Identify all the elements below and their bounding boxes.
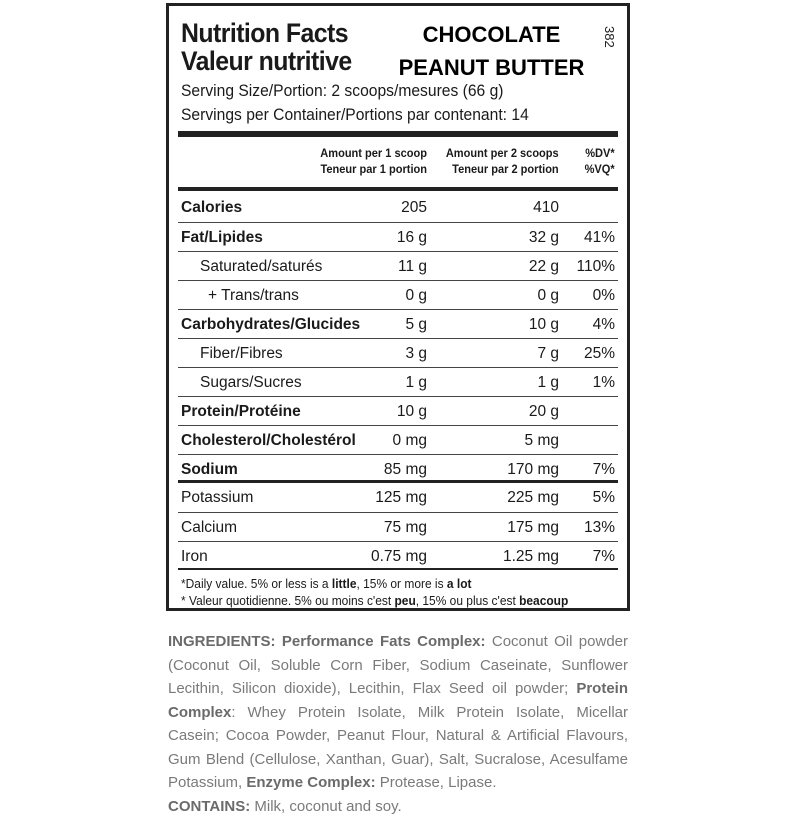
ingredients-heading: INGREDIENTS: <box>168 633 276 650</box>
amount-2-scoops: 170 mg <box>507 461 559 478</box>
footnote-emphasis: peu <box>394 593 416 608</box>
nutrient-name: Calories <box>181 199 243 216</box>
nutrient-name: Fiber/Fibres <box>200 345 283 362</box>
daily-value: 1% <box>592 374 615 391</box>
amount-1-scoop: 0.75 mg <box>370 548 427 565</box>
amount-1-scoop: 11 g <box>397 258 427 275</box>
daily-value: 4% <box>592 316 615 333</box>
amount-2-scoops: 175 mg <box>507 519 559 536</box>
amount-2-scoops: 0 g <box>537 287 559 304</box>
amount-1-scoop: 85 mg <box>383 461 427 478</box>
amount-1-scoop: 1 g <box>405 374 427 391</box>
amount-2-scoops: 225 mg <box>507 489 559 506</box>
nutrient-name: Carbohydrates/Glucides <box>181 316 361 333</box>
daily-value: 5% <box>592 489 615 506</box>
nutrient-row-iron <box>178 541 618 571</box>
nutrient-name: Sodium <box>181 461 238 478</box>
footnote-text: * Valeur quotidienne. 5% ou moins c'est <box>181 593 395 608</box>
nutrient-row-cholesterol <box>178 425 618 455</box>
header-col3-fr: %VQ* <box>584 162 615 176</box>
contains-label: CONTAINS: <box>168 797 251 815</box>
nutrient-name: Potassium <box>181 489 254 506</box>
nutrient-row-calories <box>178 193 618 222</box>
enzyme-complex-label: Enzyme Complex: <box>246 774 376 791</box>
title-english: Nutrition Facts <box>181 18 348 48</box>
header-col1-fr: Teneur par 1 portion <box>320 162 427 176</box>
daily-value: 7% <box>592 548 615 565</box>
amount-2-scoops: 32 g <box>528 229 559 246</box>
nutrition-facts-label <box>166 3 630 611</box>
amount-1-scoop: 125 mg <box>375 489 427 506</box>
amount-2-scoops: 22 g <box>528 258 559 275</box>
footnote-text: , 15% or more is <box>356 576 447 591</box>
footnote-emphasis: beacoup <box>519 593 569 608</box>
amount-2-scoops: 410 <box>533 199 559 216</box>
enzyme-complex-text: Protease, Lipase. <box>375 774 497 791</box>
header-daily-value <box>585 145 615 177</box>
daily-value: 41% <box>583 229 615 246</box>
nutrient-row-fat <box>178 222 618 252</box>
header-col2-en: Amount per 2 scoops <box>446 146 559 160</box>
daily-value: 13% <box>583 519 615 536</box>
daily-value: 7% <box>592 461 615 478</box>
flavor-line-2: PEANUT BUTTER <box>398 55 585 80</box>
header-per-1-scoop <box>320 145 427 177</box>
nutrient-name: Cholesterol/Cholestérol <box>181 432 356 449</box>
nutrient-name: + Trans/trans <box>208 287 299 304</box>
title-french: Valeur nutritive <box>181 46 352 76</box>
header-per-2-scoops <box>446 145 559 177</box>
thick-divider <box>178 568 618 570</box>
flavor-line-1: CHOCOLATE <box>422 22 561 47</box>
nutrient-name: Sugars/Sucres <box>200 374 302 391</box>
amount-2-scoops: 1.25 mg <box>502 548 559 565</box>
amount-1-scoop: 0 mg <box>392 432 427 449</box>
header-col1-en: Amount per 1 scoop <box>320 146 427 160</box>
amount-2-scoops: 5 mg <box>524 432 559 449</box>
nutrient-row-protein <box>178 396 618 426</box>
amount-1-scoop: 5 g <box>405 316 427 333</box>
nutrient-name: Saturated/saturés <box>200 258 323 275</box>
amount-1-scoop: 16 g <box>396 229 427 246</box>
amount-1-scoop: 205 <box>401 199 427 216</box>
lot-code: 382 <box>602 26 617 48</box>
amount-2-scoops: 1 g <box>537 374 559 391</box>
footnote-text: *Daily value. 5% or less is a <box>181 576 332 591</box>
ingredients-block <box>168 630 628 818</box>
amount-2-scoops: 7 g <box>537 345 559 362</box>
fats-complex-text: Coconut Oil powder (Coconut Oil, Soluble Corn Fiber, Sodium Caseinate, Sunflower Lecithin, Silicon dioxide), Lecithin, Flax Seed oil powder; <box>168 633 629 697</box>
nutrient-row-potassium <box>178 483 618 512</box>
header-col2-fr: Teneur par 2 portion <box>452 162 559 176</box>
nutrient-row-sugars <box>178 367 618 397</box>
daily-value: 0% <box>592 287 615 304</box>
amount-1-scoop: 0 g <box>405 287 427 304</box>
daily-value: 25% <box>583 345 615 362</box>
header-col3-en: %DV* <box>585 146 615 160</box>
nutrient-row-trans <box>178 280 618 310</box>
thick-divider <box>178 187 618 191</box>
nutrient-row-saturated <box>178 251 618 281</box>
amount-1-scoop: 3 g <box>405 345 427 362</box>
fats-complex-label: Performance Fats Complex: <box>281 633 486 650</box>
flavor-name <box>379 18 604 84</box>
nutrient-name: Calcium <box>181 519 237 536</box>
footnote-emphasis: a lot <box>446 576 472 591</box>
serving-size: Serving Size/Portion: 2 scoops/mesures (66 g) <box>181 81 504 100</box>
footnote-english <box>181 576 471 591</box>
nutrient-row-fiber <box>178 338 618 368</box>
thick-divider <box>178 131 618 137</box>
footnote-french <box>181 593 568 608</box>
protein-complex-text: : Whey Protein Isolate, Milk Protein Isolate, Micellar Casein; Cocoa Powder, Peanut Flour, Natural & Artificial Flavours, Gum Blend (Cellulose, Xanthan, Guar), Salt, Sucralose, Acesulfame Potassium, <box>168 703 628 791</box>
amount-2-scoops: 20 g <box>528 403 559 420</box>
protein-complex-label: Protein Complex <box>168 680 628 721</box>
nutrient-name: Protein/Protéine <box>181 403 301 420</box>
nutrient-name: Fat/Lipides <box>181 229 263 246</box>
daily-value: 110% <box>576 258 615 275</box>
nutrient-name: Iron <box>181 548 208 565</box>
nutrient-row-calcium <box>178 512 618 542</box>
servings-per-container: Servings per Container/Portions par contenant: 14 <box>181 105 529 124</box>
contains-text: Milk, coconut and soy. <box>250 797 402 815</box>
footnote-emphasis: little <box>331 576 357 591</box>
amount-2-scoops: 10 g <box>528 316 559 333</box>
amount-1-scoop: 10 g <box>396 403 427 420</box>
nutrient-row-carbohydrates <box>178 309 618 339</box>
footnote-text: , 15% ou plus c'est <box>415 593 520 608</box>
amount-1-scoop: 75 mg <box>383 519 427 536</box>
